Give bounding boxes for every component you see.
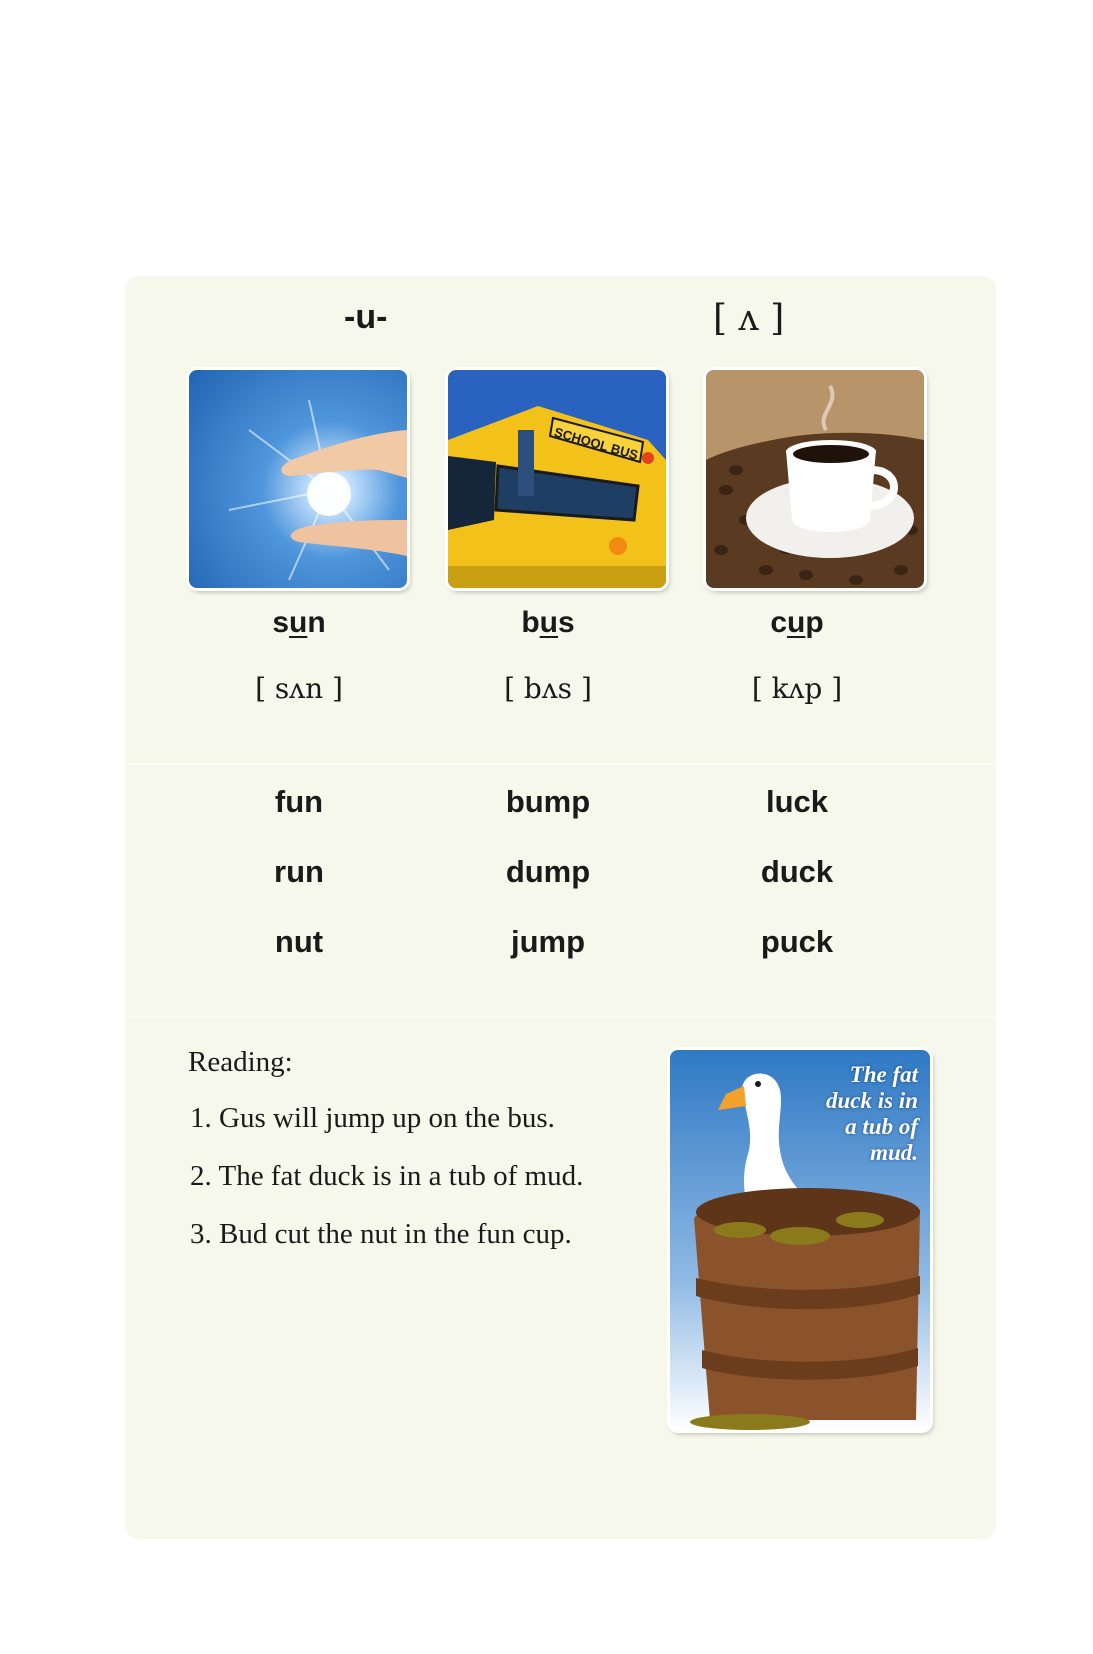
target-sound: [ ʌ ] (713, 298, 785, 339)
example-word-cup: cup (770, 606, 824, 639)
reading-title: Reading: (188, 1046, 293, 1078)
list-word: run (274, 854, 324, 889)
list-word: luck (765, 784, 829, 819)
bus-image (448, 370, 666, 588)
section-divider (125, 1016, 996, 1018)
bus-sign-text: SCHOOL BUS (552, 424, 640, 463)
reading-sentence: 1. Gus will jump up on the bus. (190, 1102, 555, 1134)
example-word-sun: sun (272, 606, 326, 639)
reading-sentence: 3. Bud cut the nut in the fun cup. (190, 1218, 572, 1250)
reading-sentence: 2. The fat duck is in a tub of mud. (190, 1160, 584, 1192)
ipa-cup: [ kʌp ] (751, 672, 843, 705)
target-letter: -u- (344, 298, 388, 336)
section-divider (125, 763, 996, 765)
list-word: puck (760, 924, 834, 959)
cup-image (706, 370, 924, 588)
list-word: fun (274, 784, 324, 819)
lesson-panel (125, 276, 996, 1539)
duck-in-tub-image (670, 1050, 930, 1430)
list-word: bump (505, 784, 591, 819)
list-word: jump (510, 924, 586, 959)
list-word: dump (505, 854, 591, 889)
ipa-bus: [ bʌs ] (504, 672, 592, 705)
duck-caption: The fat duck is in a tub of mud. (825, 1062, 918, 1165)
list-word: nut (274, 924, 324, 959)
sun-image (189, 370, 407, 588)
example-word-bus: bus (521, 606, 575, 639)
list-word: duck (760, 854, 834, 889)
ipa-sun: [ sʌn ] (255, 672, 343, 705)
